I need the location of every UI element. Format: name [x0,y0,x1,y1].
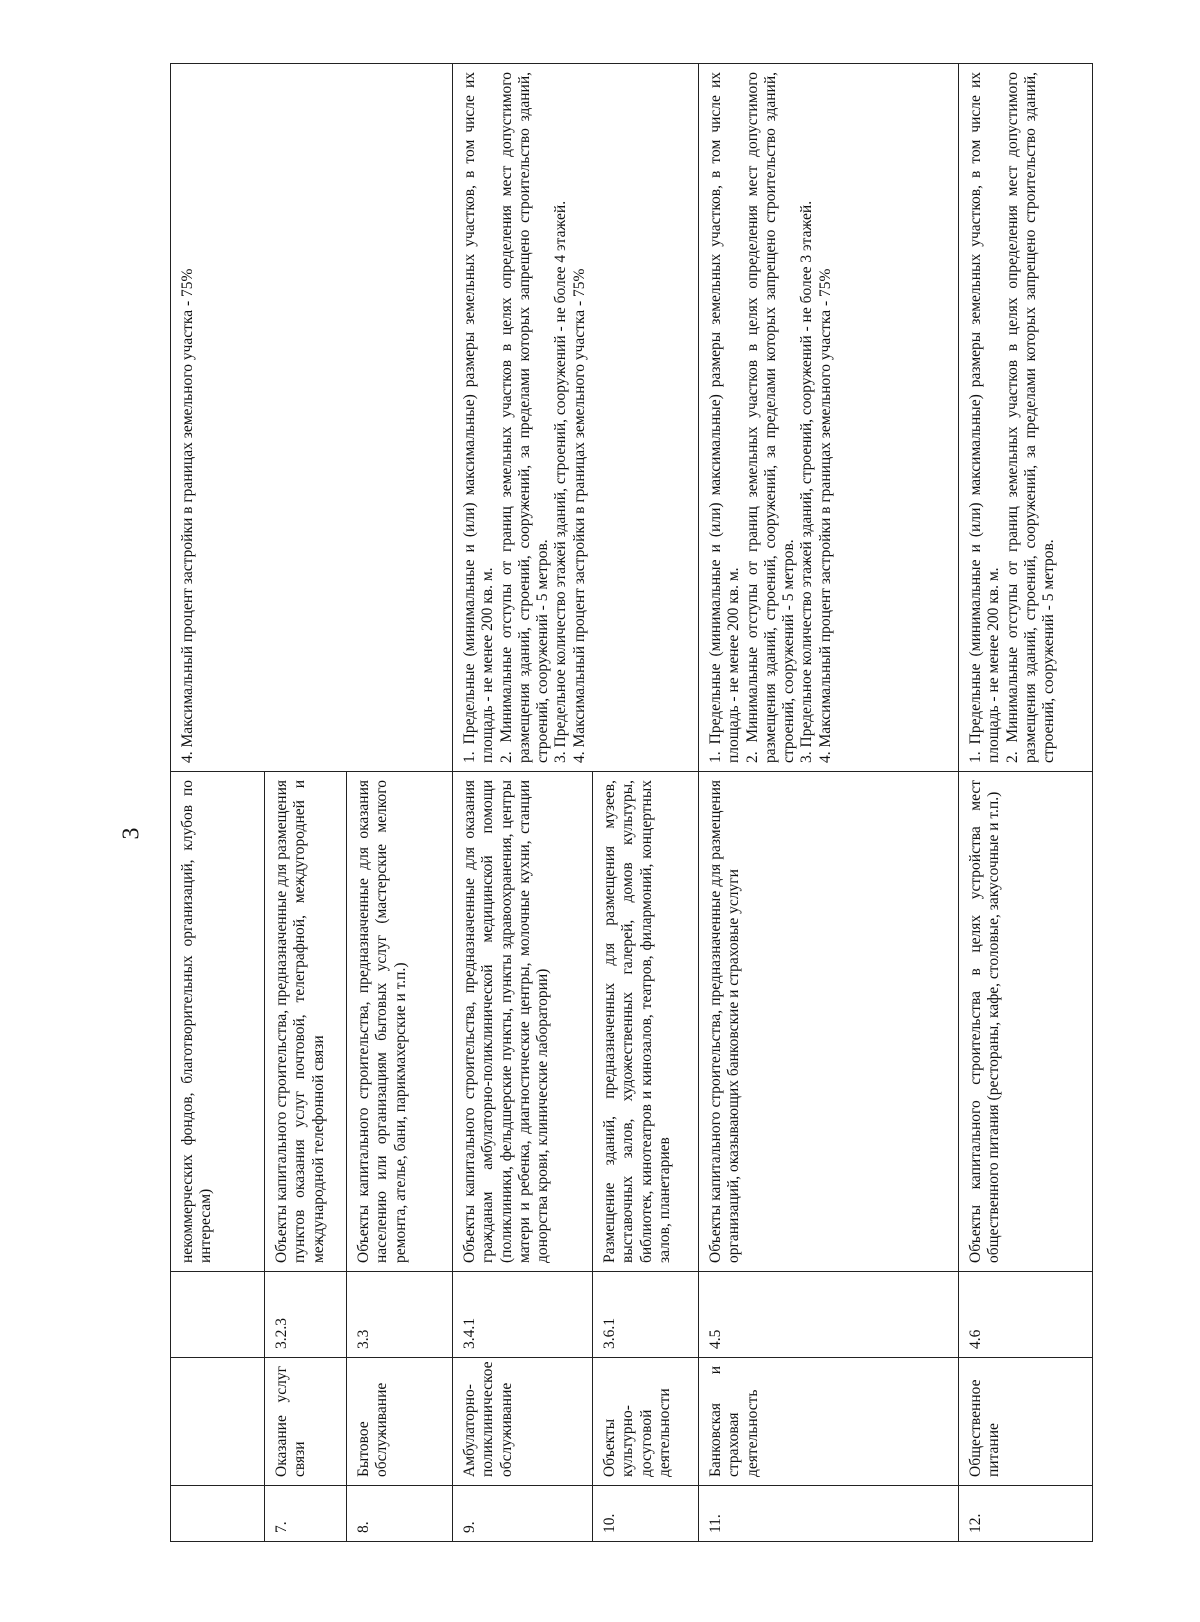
use-description: Объекты капитального строительства, предназначенные для оказания гражданам амбулаторно-поликлинической медицинской помощи (поликлиники, фельдшерские пункты, пункты здравоохранения, центры матери и ребенка, диагностические центры, молочные кухни, станции донорства крови, клинические лаборатории) [453,772,593,1272]
use-name: Бытовое обслуживание [347,1358,453,1486]
row-number: 8. [347,1486,453,1542]
use-parameters [959,64,1093,772]
use-description: Объекты капитального строительства, предназначенные для оказания населению или организациям бытовых услуг (мастерские мелкого ремонта, ателье, бани, парикмахерские и т.п.) [347,772,453,1272]
land-use-table [170,63,1093,1542]
table-row [959,64,1093,1542]
use-name: Оказание услуг связи [265,1358,347,1486]
use-description: Объекты капитального строительства, предназначенные для размещения пунктов оказания услуг почтовой, телеграфной, междугородней и международной телефонной связи [265,772,347,1272]
row-number: 12. [959,1486,1093,1542]
use-description: Размещение зданий, предназначенных для размещения музеев, выставочных залов, художественных галерей, домов культуры, библиотек, кинотеатров и кинозалов, театров, филармоний, концертных залов, планетариев [593,772,699,1272]
row-number [171,1486,265,1542]
parameter-line: 2. Минимальные отступы от границ земельных участков в целях определения мест допустимого размещения зданий, строений, сооружений, за пределами которых запрещено строительство зданий, строений, сооружений - 5 метров. [1003,72,1058,763]
parameter-line: 3. Предельное количество этажей зданий, строений, сооружений - не более 3 этажей. [798,200,816,763]
use-description: Объекты капитального строительства в целях устройства мест общественного питания (рестораны, кафе, столовые, закусочные и т.п.) [959,772,1093,1272]
parameter-line: 2. Минимальные отступы от границ земельных участков в целях определения мест допустимого размещения зданий, строений, сооружений, за пределами которых запрещено строительство зданий, строений, сооружений - 5 метров. [497,72,552,763]
table-row [699,64,959,1542]
parameter-line: 1. Предельные (минимальные и (или) максимальные) размеры земельных участков, в том числе их площадь - не менее 200 кв. м. [967,72,1003,763]
use-code: 3.2.3 [265,1272,347,1358]
use-description: некоммерческих фондов, благотворительных организаций, клубов по интересам) [171,772,265,1272]
use-name: Общественное питание [959,1358,1093,1486]
use-code [171,1272,265,1358]
row-number: 10. [593,1486,699,1542]
parameter-line: 4. Максимальный процент застройки в границах земельного участка - 75% [816,268,834,763]
parameter-line: 4. Максимальный процент застройки в границах земельного участка - 75% [179,268,196,763]
use-code: 3.3 [347,1272,453,1358]
parameter-line: 1. Предельные (минимальные и (или) максимальные) размеры земельных участков, в том числе их площадь - не менее 200 кв. м. [707,72,743,763]
table-row [171,64,265,1542]
parameter-line: 3. Предельное количество этажей зданий, строений, сооружений - не более 4 этажей. [552,200,570,763]
use-code: 3.6.1 [593,1272,699,1358]
rotated-page-content [170,64,1092,1542]
page-number: 3 [118,827,145,840]
parameter-line: 1. Предельные (минимальные и (или) максимальные) размеры земельных участков, в том числе их площадь - не менее 200 кв. м. [461,72,497,763]
row-number: 9. [453,1486,593,1542]
use-name: Амбулаторно-поликлиническое обслуживание [453,1358,593,1486]
table-row [453,64,593,1542]
row-number: 7. [265,1486,347,1542]
use-description: Объекты капитального строительства, предназначенные для размещения организаций, оказывающих банковские и страховые услуги [699,772,959,1272]
use-code: 3.4.1 [453,1272,593,1358]
use-code: 4.5 [699,1272,959,1358]
use-name: Банковская и страховая деятельность [699,1358,959,1486]
parameter-line: 4. Максимальный процент застройки в границах земельного участка - 75% [570,268,588,763]
use-code: 4.6 [959,1272,1093,1358]
use-parameters [171,64,453,772]
use-name [171,1358,265,1486]
row-number: 11. [699,1486,959,1542]
parameter-line: 2. Минимальные отступы от границ земельных участков в целях определения мест допустимого размещения зданий, строений, сооружений, за пределами которых запрещено строительство зданий, строений, сооружений - 5 метров. [743,72,798,763]
use-parameters [699,64,959,772]
use-parameters [453,64,699,772]
use-name: Объекты культурно-досуговой деятельности [593,1358,699,1486]
